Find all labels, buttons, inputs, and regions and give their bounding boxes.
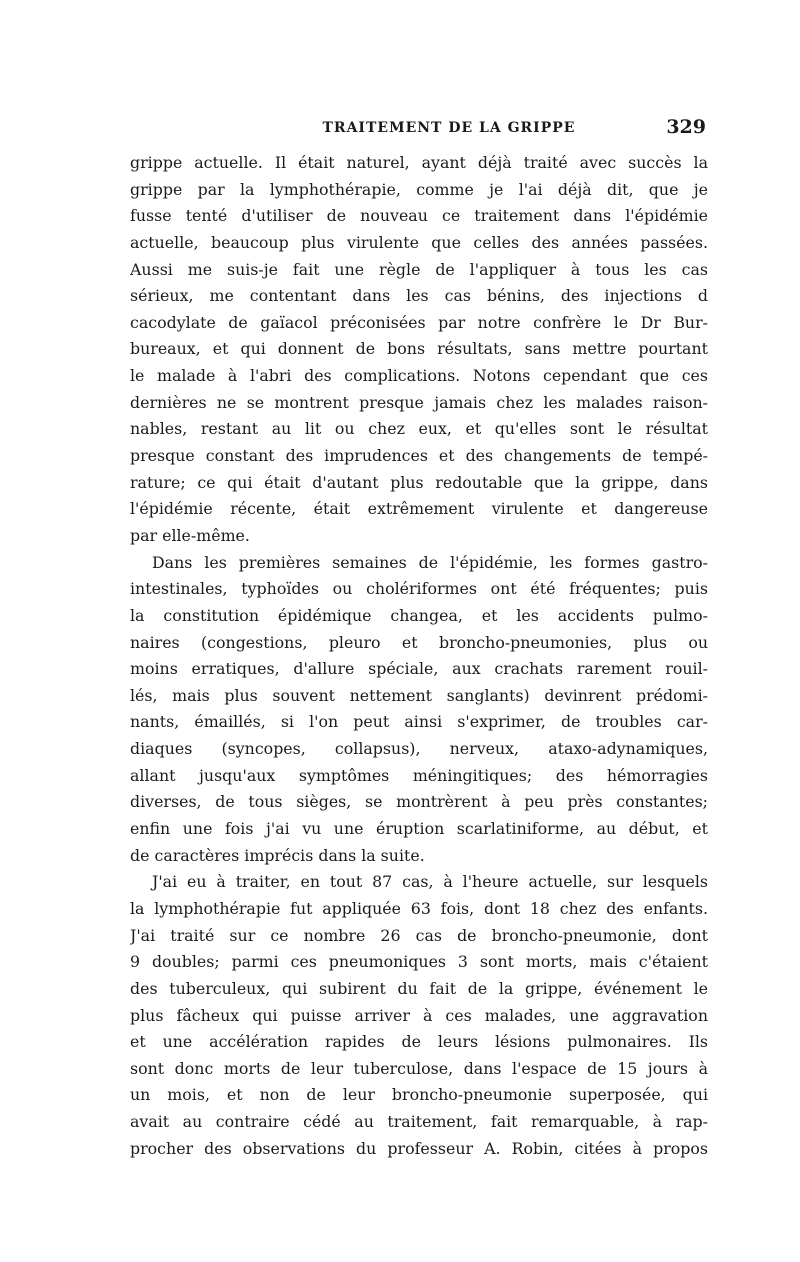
text-line: rature; ce qui était d'autant plus redoutable que la grippe, dans: [130, 472, 708, 492]
running-title: TRAITEMENT DE LA GRIPPE: [322, 120, 576, 136]
text-line: dernières ne se montrent presque jamais chez les malades raison-: [130, 392, 708, 412]
text-line: l'épidémie récente, était extrêmement virulente et dangereuse: [130, 499, 708, 519]
text-line: allant jusqu'aux symptômes méningitiques; des hémorragies: [130, 765, 708, 785]
text-line: intestinales, typhoïdes ou cholériformes ont été fréquentes; puis: [130, 579, 708, 599]
text-line: plus fâcheux qui puisse arriver à ces malades, une aggravation: [130, 1005, 708, 1025]
text-line: par elle-même.: [130, 525, 250, 545]
text-line: procher des observations du professeur A. Robin, citées à propos: [130, 1138, 708, 1158]
text-line: lés, mais plus souvent nettement sanglants) devinrent prédomi-: [130, 685, 708, 705]
text-line: avait au contraire cédé au traitement, fait remarquable, à rap-: [130, 1112, 708, 1132]
text-line: fusse tenté d'utiliser de nouveau ce traitement dans l'épidémie: [130, 206, 708, 226]
text-line: moins erratiques, d'allure spéciale, aux crachats rarement rouil-: [130, 659, 708, 679]
text-line: J'ai eu à traiter, en tout 87 cas, à l'heure actuelle, sur lesquels: [152, 872, 708, 892]
text-line: nables, restant au lit ou chez eux, et qu'elles sont le résultat: [130, 419, 708, 439]
page-number: 329: [666, 116, 706, 138]
text-line: J'ai traité sur ce nombre 26 cas de broncho-pneumonie, dont: [130, 925, 708, 945]
text-line: Aussi me suis-je fait une règle de l'appliquer à tous les cas: [130, 259, 708, 279]
text-line: de caractères imprécis dans la suite.: [130, 845, 425, 865]
text-line: Dans les premières semaines de l'épidémie, les formes gastro-: [152, 552, 708, 572]
text-line: presque constant des imprudences et des changements de tempé-: [130, 446, 708, 466]
body-text: [130, 150, 708, 1162]
text-line: sont donc morts de leur tuberculose, dans l'espace de 15 jours à: [130, 1058, 708, 1078]
text-line: nants, émaillés, si l'on peut ainsi s'exprimer, de troubles car-: [130, 712, 708, 732]
text-line: cacodylate de gaïacol préconisées par notre confrère le Dr Bur-: [130, 312, 708, 332]
text-line: des tuberculeux, qui subirent du fait de la grippe, événement le: [130, 978, 708, 998]
text-line: actuelle, beaucoup plus virulente que celles des années passées.: [130, 232, 708, 252]
text-line: et une accélération rapides de leurs lésions pulmonaires. Ils: [130, 1032, 708, 1052]
text-line: diverses, de tous sièges, se montrèrent à peu près constantes;: [130, 792, 708, 812]
text-line: sérieux, me contentant dans les cas bénins, des injections d: [130, 286, 708, 306]
text-line: le malade à l'abri des complications. Notons cependant que ces: [130, 366, 708, 386]
text-line: 9 doubles; parmi ces pneumoniques 3 sont morts, mais c'étaient: [130, 952, 708, 972]
text-line: bureaux, et qui donnent de bons résultats, sans mettre pourtant: [130, 339, 708, 359]
text-line: naires (congestions, pleuro et broncho-pneumonies, plus ou: [130, 632, 708, 652]
text-line: grippe par la lymphothérapie, comme je l'ai déjà dit, que je: [130, 179, 708, 199]
page-header: [130, 116, 708, 140]
text-line: la constitution épidémique changea, et les accidents pulmo-: [130, 605, 708, 625]
text-line: la lymphothérapie fut appliquée 63 fois, dont 18 chez des enfants.: [130, 898, 708, 918]
text-line: diaques (syncopes, collapsus), nerveux, ataxo-adynamiques,: [130, 739, 708, 759]
text-line: un mois, et non de leur broncho-pneumonie superposée, qui: [130, 1085, 708, 1105]
text-line: grippe actuelle. Il était naturel, ayant déjà traité avec succès la: [130, 153, 708, 172]
text-line: enfin une fois j'ai vu une éruption scarlatiniforme, au début, et: [130, 819, 708, 839]
